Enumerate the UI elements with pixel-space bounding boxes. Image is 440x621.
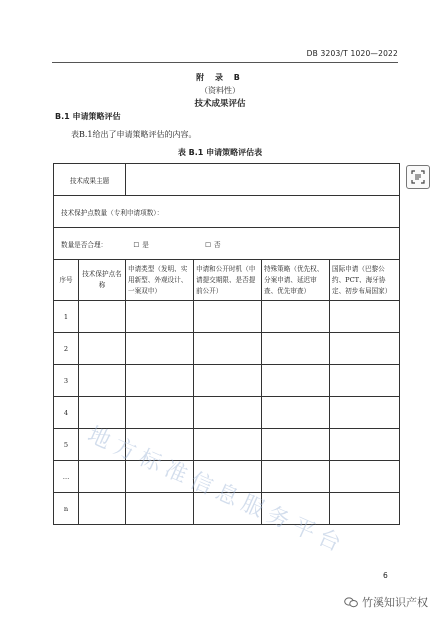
patent-count-row[interactable] <box>54 196 400 228</box>
no-checkbox[interactable]: ☐ <box>205 240 212 249</box>
no-label: 否 <box>214 240 221 249</box>
table-row <box>54 365 400 397</box>
table-cell[interactable] <box>79 301 126 333</box>
col-header-timing: 申请和公开时机（申请提交期限、是否提前公开） <box>194 260 262 301</box>
brand-label <box>344 594 428 610</box>
table-cell[interactable] <box>79 461 126 493</box>
table-cell[interactable] <box>194 301 262 333</box>
table-cell[interactable] <box>79 493 126 525</box>
table-cell[interactable] <box>79 365 126 397</box>
table-cell[interactable] <box>194 365 262 397</box>
topic-value-cell[interactable] <box>126 164 400 196</box>
table-cell[interactable] <box>194 333 262 365</box>
row-number: 5 <box>54 429 79 461</box>
brand-name: 竹溪知识产权 <box>362 596 428 609</box>
row-number: 3 <box>54 365 79 397</box>
table-cell[interactable] <box>126 365 194 397</box>
table-cell[interactable] <box>330 365 400 397</box>
table-cell[interactable] <box>262 461 330 493</box>
row-number: 1 <box>54 301 79 333</box>
table-cell[interactable] <box>126 493 194 525</box>
text-recognition-icon <box>411 170 425 184</box>
row-number: n <box>54 493 79 525</box>
col-header-special-strategy: 特殊策略（优先权、分案申请、延迟审查、优先审查） <box>262 260 330 301</box>
table-cell[interactable] <box>262 301 330 333</box>
table-row <box>54 333 400 365</box>
table-cell[interactable] <box>262 397 330 429</box>
table-cell[interactable] <box>194 397 262 429</box>
table-cell[interactable] <box>194 429 262 461</box>
row-number: … <box>54 461 79 493</box>
table-cell[interactable] <box>126 397 194 429</box>
section-heading: B.1 申请策略评估 <box>55 112 121 121</box>
standard-code: DB 3203/T 1020—2022 <box>306 49 398 58</box>
table-cell[interactable] <box>330 301 400 333</box>
table-cell[interactable] <box>330 429 400 461</box>
table-row <box>54 301 400 333</box>
topic-label: 技术成果主题 <box>54 164 126 196</box>
col-header-index: 序号 <box>54 260 79 301</box>
extract-text-button[interactable] <box>406 165 430 189</box>
wechat-icon <box>344 597 358 608</box>
column-header-row <box>54 260 400 301</box>
annex-type: （资料性） <box>200 86 240 95</box>
table-cell[interactable] <box>126 333 194 365</box>
table-cell[interactable] <box>262 365 330 397</box>
row-number: 2 <box>54 333 79 365</box>
col-header-application-type: 申请类型（发明、实用新型、外观设计、一案双申） <box>126 260 194 301</box>
strategy-evaluation-table <box>53 163 400 525</box>
table-cell[interactable] <box>79 333 126 365</box>
yes-checkbox[interactable]: ☐ <box>133 240 140 249</box>
reasonable-row <box>54 228 400 260</box>
table-caption: 表 B.1 申请策略评估表 <box>177 148 263 157</box>
patent-count-label: 技术保护点数量（专利申请项数）： <box>61 208 164 217</box>
col-header-point-name: 技术保护点名称 <box>79 260 126 301</box>
watermark-text: 地方标准信息服务平台 <box>83 422 350 560</box>
table-cell[interactable] <box>262 333 330 365</box>
table-cell[interactable] <box>330 397 400 429</box>
table-cell[interactable] <box>330 461 400 493</box>
row-number: 4 <box>54 397 79 429</box>
annex-name: 技术成果评估 <box>194 99 246 109</box>
table-cell[interactable] <box>330 493 400 525</box>
table-cell[interactable] <box>126 301 194 333</box>
table-cell[interactable] <box>262 429 330 461</box>
table-cell[interactable] <box>330 333 400 365</box>
col-header-international: 国际申请（巴黎公约、PCT、海牙协定、初步布局国家） <box>330 260 400 301</box>
section-intro: 表B.1给出了申请策略评估的内容。 <box>71 130 197 139</box>
annex-title: 附 录 B <box>196 73 244 82</box>
yes-label: 是 <box>142 240 149 249</box>
reasonable-label: 数量是否合理： <box>61 240 108 249</box>
header-rule <box>52 62 398 63</box>
page-number: 6 <box>383 571 388 580</box>
